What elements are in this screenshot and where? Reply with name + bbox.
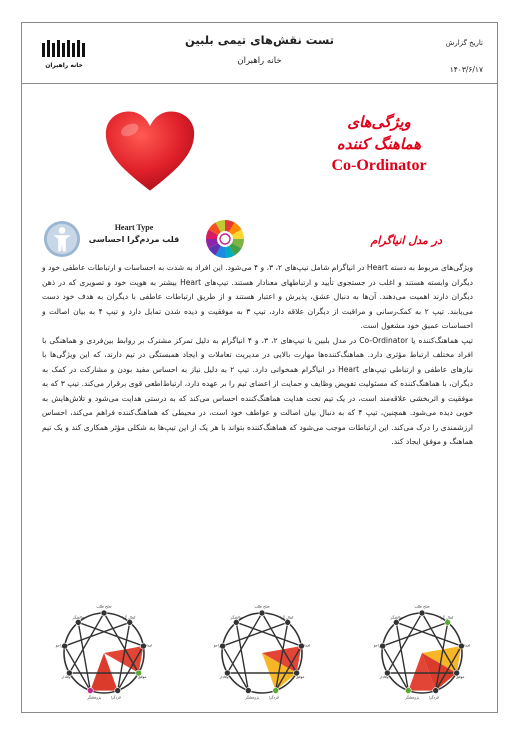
heart-type-en: Heart Type [114,223,154,232]
heart-type-box [84,223,184,244]
enneagram-point [405,688,411,694]
heading-line-1: ویژگی‌های [347,113,411,131]
enneagram-point [273,688,279,694]
enneagram-label: پژوهشگر [87,695,101,700]
enneagram-label: فردگرا [110,695,121,700]
enneagram-label: چالشگر [72,615,85,620]
section-heading [289,111,469,177]
enneagram-label: امدادگر [459,643,471,648]
enneagram-label: کمال گرا [280,615,294,620]
enneagram-label: صلح طلب [96,604,112,609]
enneagram-label: چالشگر [230,615,243,620]
enneagram-point [419,610,425,616]
enneagram-label: ماجراجو [213,643,227,648]
enneagram-label: موفق [455,675,465,679]
enneagram-label: وفادار [61,675,71,679]
enneagram-point [445,619,451,625]
enneagram-point [87,688,93,694]
enneagram-point [393,619,399,625]
enneagram-label: موفق [295,675,305,679]
enneagram-point [233,619,239,625]
enneagram-label: کمال گرا [122,615,136,620]
enneagram-label: پژوهشگر [405,695,419,700]
enneagram-label: فردگرا [428,695,439,700]
enneagram-point [101,610,107,616]
enneagram-label: صلح طلب [254,604,270,609]
enneagram-label: ماجراجو [55,643,69,648]
enneagram-diagram-2 [202,598,322,708]
enneagram-label: وفادار [219,675,229,679]
paragraph-2: تیپ هماهنگ‌کننده یا Co-Ordinator در مدل بلبین با تیپ‌های ۲، ۳، و ۴ انیاگرام به دلیل تمرکز مشترک بر روابط بین‌فردی و هماهنگی با افراد مختلف ارتباط مؤثری دارد. هماهنگ‌کننده‌ها مهارت بالایی در مدیریت تعاملات و ایجاد همبستگی در تیم دارند، که این ویژگی‌ها با نیازهای عاطفی و ارتباطی تیپ‌های Heart در انیاگرام همخوانی دارد. تیپ ۲ به دلیل نیاز به احساس مفید بودن و مشارکت در کمک به دیگران، با هماهنگ‌کننده که مسئولیت تفویض وظایف و حمایت از اعضای تیم را بر عهده دارد، ارتباط‌اطعی قوی برقرار می‌کند. تیپ ۳ که به موفقیت و اثربخشی علاقه‌مند است، در یک تیم تحت هدایت هماهنگ‌کننده احساس می‌کند که به درستی هدایت می‌شود و تلاش‌هایش به خوبی دیده می‌شود. همچنین، تیپ ۴ که به دنبال بیان اصالت و عواطف خود است، در محیطی که هماهنگ‌کننده فراهم می‌کند، احساس ارزشمندی را درک می‌کند. این ارتباطات موجب می‌شود که هماهنگ‌کننده بتواند با هر یک از این تیپ‌ها به شکلی مؤثر همکاری کند و یک تیم هماهنگ و موفق ایجاد کند. [42,335,473,446]
logo-text: خانه راهبران [45,62,83,69]
person-icon [43,220,81,258]
enneagram-label: امدادگر [299,643,311,648]
enneagram-point [127,619,133,625]
enneagram-point [75,619,81,625]
enneagram-label: کمال گرا [440,615,454,620]
enneagram-point [245,688,251,694]
body-text [42,261,473,450]
page-subtitle: خانه راهبران [237,56,282,66]
enneagram-label: موفق [137,675,147,679]
logo-icon [36,37,96,73]
enneagram-label: پژوهشگر [245,695,259,700]
heading-line-2: هماهنگ کننده [336,135,422,153]
heading-line-4: در مدل انیاگرام [370,234,442,247]
report-page [21,22,498,713]
color-wheel-icon [205,219,245,259]
type-highlight [90,653,117,691]
enneagram-point [285,619,291,625]
enneagram-label: فردگرا [268,695,279,700]
enneagram-label: چالشگر [390,615,403,620]
enneagram-label: وفادار [379,675,389,679]
paragraph-1: ویژگی‌های مربوط به دسته Heart در انیاگرام شامل تیپ‌های ۲، ۳، و ۴ می‌شود. این افراد به شدت به احساسات و ارتباطات عاطفی خود و دیگران وابسته هستند و اغلب در جستجوی تأیید و ارتباطهای معنادار هستند. تیپ‌های Heart بیشتر به هویت خود و تصویری که در ذهن دیگران دارند اهمیت می‌دهند. آن‌ها به دنبال عشق، پذیرش و اعتبار هستند و از طریق ارتباطات عاطفی با دیگران به هدف خود دست می‌یابند. تیپ ۲ به کمک‌رسانی و مراقبت از دیگران علاقه دارد، تیپ ۳ به موفقیت و دیده شدن تمایل دارد و تیپ ۴ به بیان اصالت و احساسات عمیق خود مشغول است. [42,263,473,330]
enneagram-diagram-1 [44,598,164,708]
enneagram-point [115,688,121,694]
page-title: تست نقش‌های تیمی بلبین [185,33,334,47]
enneagram-diagram-3 [362,598,482,708]
enneagram-point [259,610,265,616]
enneagram-label: ماجراجو [373,643,387,648]
report-header [22,23,497,84]
enneagram-label: صلح طلب [414,604,430,609]
heading-line-3: Co-Ordinator [331,157,427,174]
enneagram-label: امدادگر [141,643,153,648]
heart-type-fa: قلب مردم‌گرا احساسی [88,235,180,244]
enneagram-point [433,688,439,694]
date-value: ۱۴۰۳/۶/۱۷ [449,65,483,74]
heart-icon [104,108,196,196]
date-label: تاریخ گزارش [445,39,483,47]
